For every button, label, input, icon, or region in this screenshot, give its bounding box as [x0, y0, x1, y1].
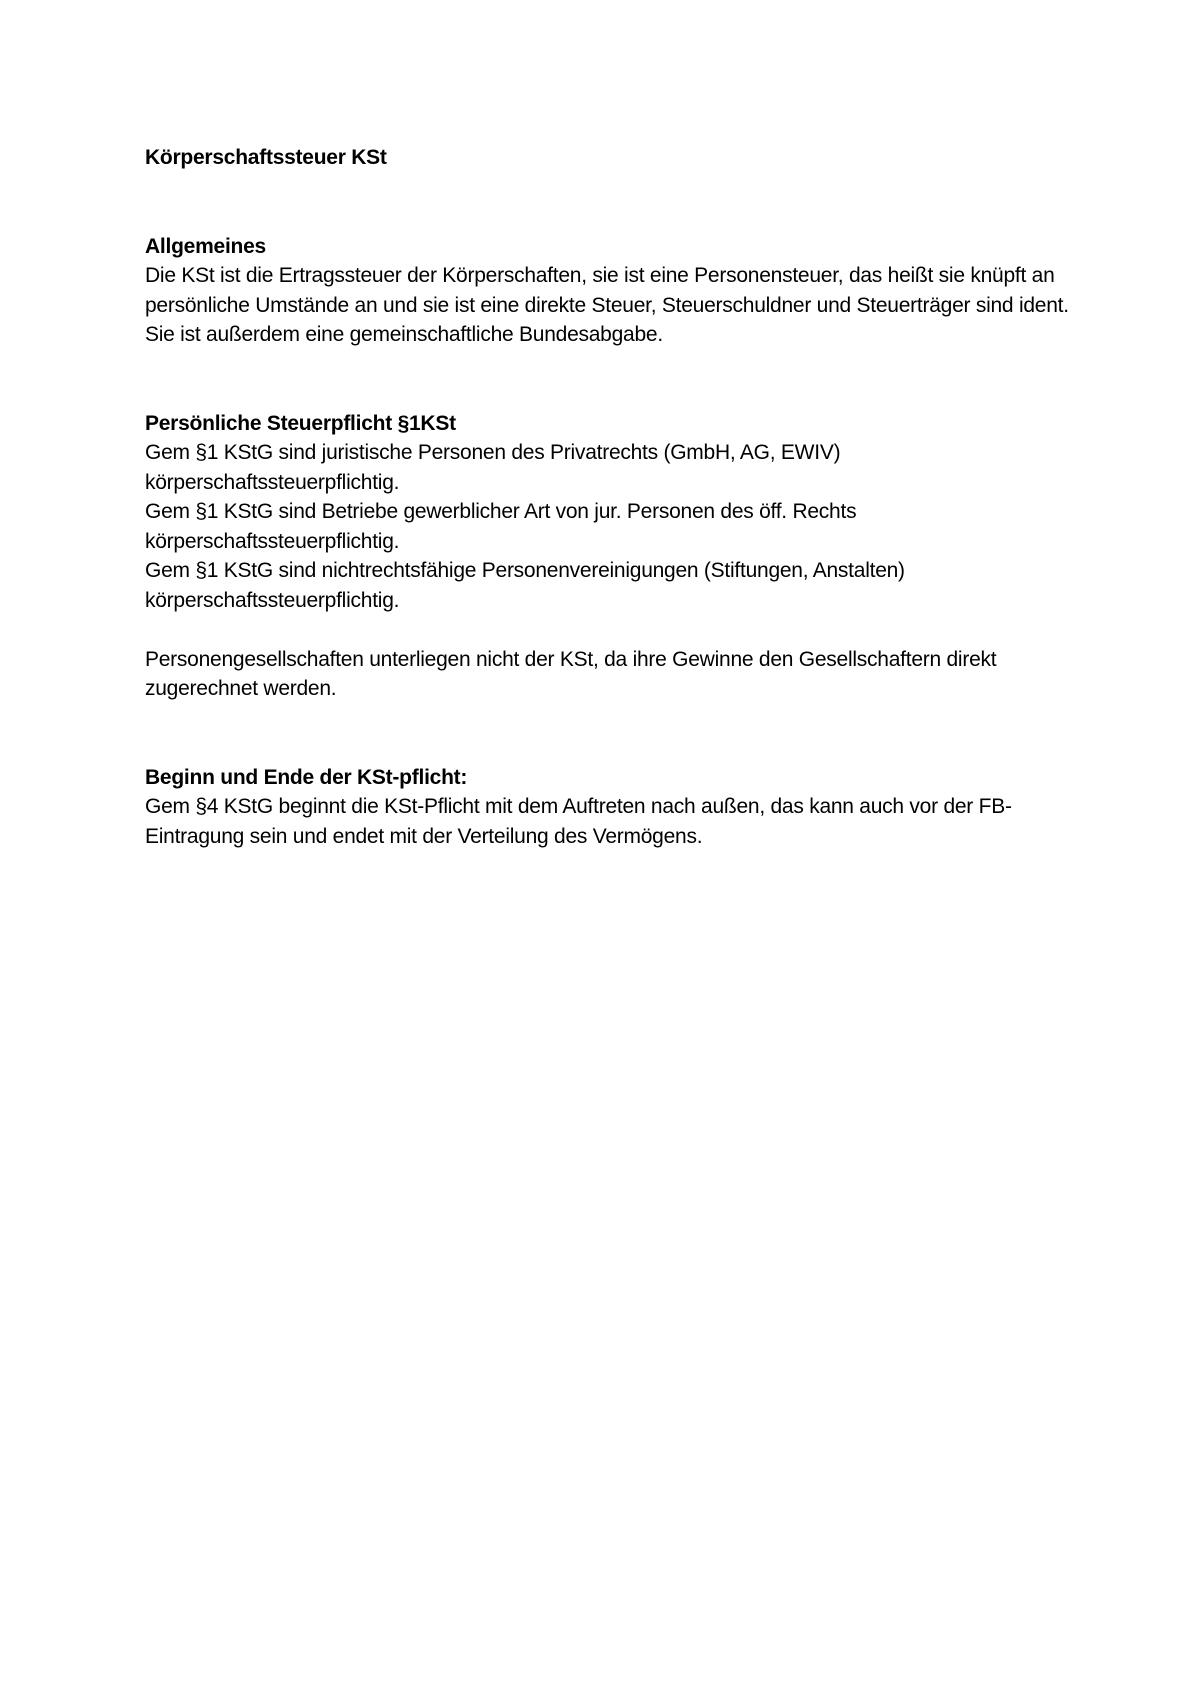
paragraph: Gem §1 KStG sind juristische Personen des Privatrechts (GmbH, AG, EWIV) körperschaftssteuerpflichtig. [145, 441, 841, 494]
paragraph: Personengesellschaften unterliegen nicht der KSt, da ihre Gewinne den Gesellschaftern direkt zugerechnet werden. [145, 647, 997, 700]
section-heading: Allgemeines [145, 234, 266, 258]
section-heading: Beginn und Ende der KSt-pflicht: [145, 765, 468, 789]
document-title: Körperschaftssteuer KSt [145, 146, 387, 169]
section-heading: Persönliche Steuerpflicht §1KSt [145, 411, 456, 435]
paragraph: Sie ist außerdem eine gemeinschaftliche Bundesabgabe. [145, 323, 663, 346]
paragraph: Die KSt ist die Ertragssteuer der Körperschaften, sie ist eine Personensteuer, das heißt sie knüpft an persönliche Umstände an und sie ist eine direkte Steuer, Steuerschuldner und Steuerträger sind ident. [145, 264, 1069, 317]
document-body [145, 143, 1075, 851]
section-beginn-und-ende [145, 763, 1075, 852]
paragraph: Gem §1 KStG sind nichtrechtsfähige Personenvereinigungen (Stiftungen, Anstalten) körperschaftssteuerpflichtig. [145, 559, 905, 612]
paragraph: Gem §1 KStG sind Betriebe gewerblicher Art von jur. Personen des öff. Rechts körperschaftssteuerpflichtig. [145, 500, 857, 553]
paragraph: Gem §4 KStG beginnt die KSt-Pflicht mit dem Auftreten nach außen, das kann auch vor der FB-Eintragung sein und endet mit der Verteilung des Vermögens. [145, 795, 1012, 848]
section-allgemeines [145, 232, 1075, 350]
section-persoenliche-steuerpflicht [145, 409, 1075, 704]
